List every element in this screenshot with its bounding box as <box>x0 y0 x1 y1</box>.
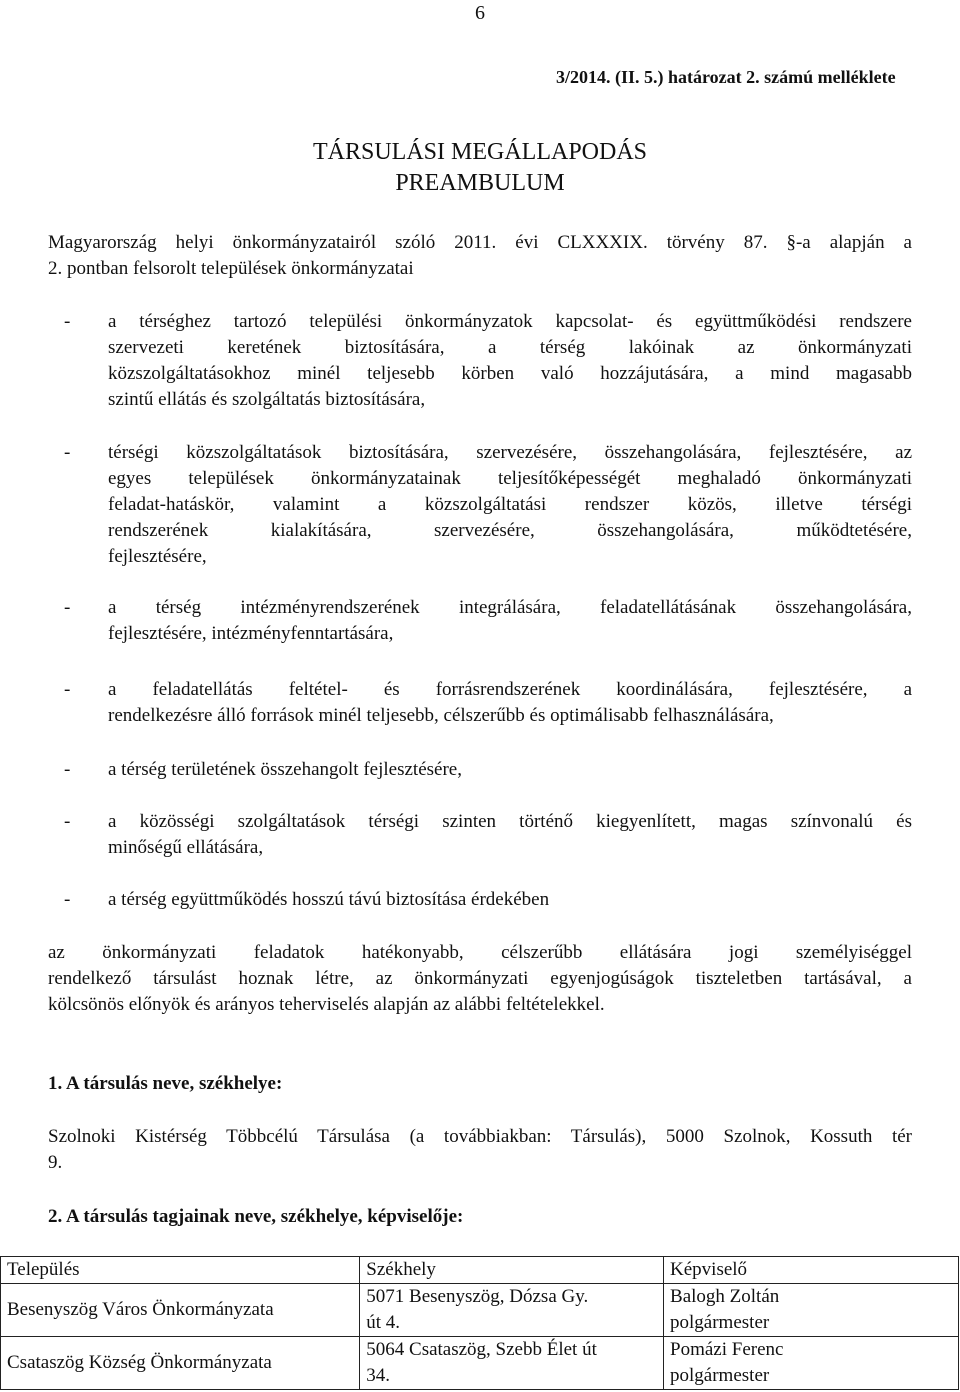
member-name-cell: Besenyszög Város Önkormányzata <box>1 1284 360 1337</box>
list-line: feladat-hatáskör, valamint a közszolgáltatási rendszer közös, illetve térségi <box>108 494 912 515</box>
column-header-settlement: Település <box>1 1257 360 1284</box>
list-dash: - <box>64 679 71 700</box>
seat-line: út 4. <box>366 1312 401 1333</box>
list-item <box>48 677 912 729</box>
representative-name: Balogh Zoltán <box>670 1286 780 1307</box>
closing-line: az önkormányzati feladatok hatékonyabb, célszerűbb ellátására jogi személyiséggel <box>48 942 912 963</box>
section-1-line: 9. <box>48 1152 63 1173</box>
closing-line: kölcsönös előnyök és arányos teherviselés alapján az alábbi feltételekkel. <box>48 994 605 1015</box>
list-line: közszolgáltatásokhoz minél teljesebb körben való hozzájutására, a mind magasabb <box>108 363 912 384</box>
list-dash: - <box>64 311 71 332</box>
list-line: a térség területének összehangolt fejlesztésére, <box>108 759 462 780</box>
seat-line: 34. <box>366 1365 391 1386</box>
list-line: fejlesztésére, intézményfenntartására, <box>108 623 394 644</box>
list-line: szintű ellátás és szolgáltatás biztosítására, <box>108 389 426 410</box>
table-row <box>1 1337 959 1390</box>
list-line: szervezeti keretének biztosítására, a térség lakóinak az önkormányzati <box>108 337 912 358</box>
representative-title: polgármester <box>670 1365 770 1386</box>
list-line: a feladatellátás feltétel- és forrásrendszerének koordinálására, fejlesztésére, a <box>108 679 912 700</box>
list-line: fejlesztésére, <box>108 546 207 567</box>
list-line: a térség intézményrendszerének integrálására, feladatellátásának összehangolására, <box>108 597 912 618</box>
list-line: egyes települések önkormányzatainak teljesítőképességét meghaladó önkormányzati <box>108 468 912 489</box>
attachment-label: 3/2014. (II. 5.) határozat 2. számú melléklete <box>556 67 896 87</box>
document-title: TÁRSULÁSI MEGÁLLAPODÁS <box>312 139 648 165</box>
column-header-seat: Székhely <box>360 1257 664 1284</box>
section-1-line: Szolnoki Kistérség Többcélú Társulása (a továbbiakban: Társulás), 5000 Szolnok, Kossuth tér <box>48 1126 912 1147</box>
table-row <box>1 1284 959 1337</box>
representative-title: polgármester <box>670 1312 770 1333</box>
seat-line: 5064 Csataszög, Szebb Élet út <box>366 1339 597 1360</box>
list-item <box>48 757 912 783</box>
member-representative-cell <box>664 1337 959 1390</box>
list-line: a térséghez tartozó települési önkormányzatok kapcsolat- és együttműködési rendszere <box>108 311 912 332</box>
list-line: a térség együttműködés hosszú távú biztosítása érdekében <box>108 889 550 910</box>
list-dash: - <box>64 889 71 910</box>
list-dash: - <box>64 442 71 463</box>
closing-paragraph <box>48 940 912 1018</box>
closing-line: rendelkező társulást hoznak létre, az önkormányzati egyenjogúságok tiszteletben tartásával, a <box>48 968 912 989</box>
seat-line: 5071 Besenyszög, Dózsa Gy. <box>366 1286 589 1307</box>
members-table <box>0 1256 959 1390</box>
list-line: a közösségi szolgáltatások térségi szinten történő kiegyenlített, magas színvonalú és <box>108 811 912 832</box>
list-item <box>48 309 912 413</box>
list-item <box>48 887 912 913</box>
list-line: rendszerének kialakítására, szervezésére, összehangolására, működtetésére, <box>108 520 912 541</box>
list-line: térségi közszolgáltatások biztosítására, szervezésére, összehangolására, fejlesztésére, az <box>108 442 912 463</box>
section-2-heading: 2. A társulás tagjainak neve, székhelye, képviselője: <box>48 1206 464 1227</box>
representative-name: Pomázi Ferenc <box>670 1339 784 1360</box>
intro-line: Magyarország helyi önkormányzatairól szóló 2011. évi CLXXXIX. törvény 87. §-a alapján a <box>48 232 912 253</box>
document-subtitle: PREAMBULUM <box>395 170 565 196</box>
intro-paragraph <box>48 230 912 282</box>
list-dash: - <box>64 597 71 618</box>
list-item <box>48 595 912 647</box>
list-dash: - <box>64 811 71 832</box>
list-item <box>48 809 912 861</box>
table-header-row <box>1 1257 959 1284</box>
list-dash: - <box>64 759 71 780</box>
list-line: minőségű ellátására, <box>108 837 264 858</box>
page-number: 6 <box>475 2 485 24</box>
column-header-representative: Képviselő <box>664 1257 959 1284</box>
section-1-heading: 1. A társulás neve, székhelye: <box>48 1073 283 1094</box>
list-item <box>48 440 912 570</box>
member-seat-cell <box>360 1337 664 1390</box>
member-representative-cell <box>664 1284 959 1337</box>
list-line: rendelkezésre álló források minél teljesebb, célszerűbb és optimálisabb felhasználására, <box>108 705 774 726</box>
member-seat-cell <box>360 1284 664 1337</box>
member-name-cell: Csataszög Község Önkormányzata <box>1 1337 360 1390</box>
intro-line: 2. pontban felsorolt települések önkormányzatai <box>48 258 414 279</box>
section-1-text <box>48 1124 912 1176</box>
